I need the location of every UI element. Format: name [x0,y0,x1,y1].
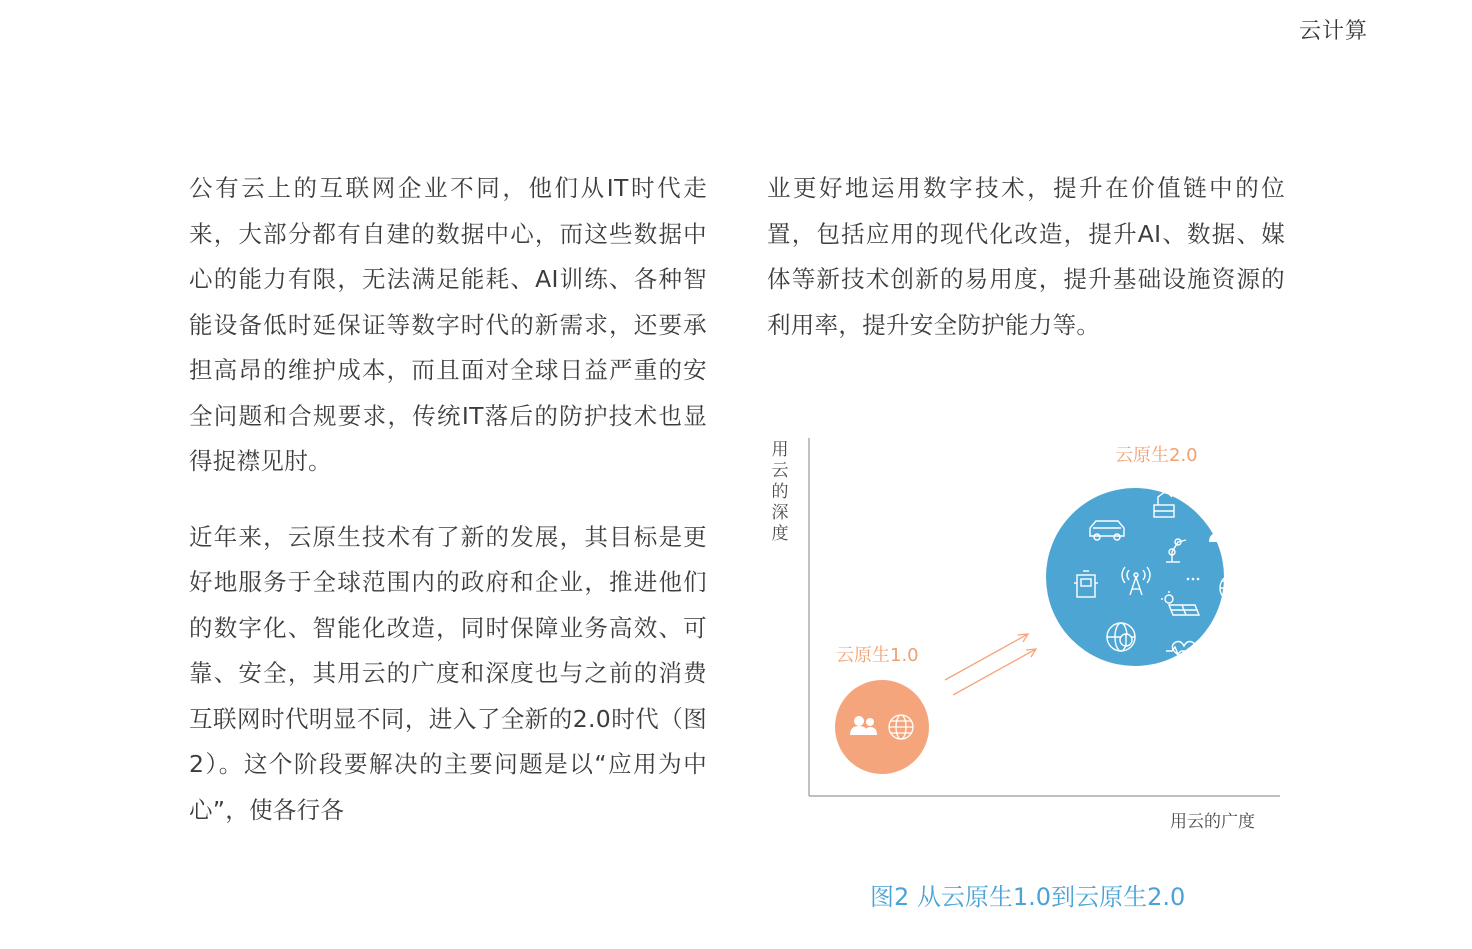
cloud-native-1-circle [835,680,929,774]
more-dots-icon [1187,578,1200,581]
globe-www-icon [1220,574,1248,602]
cloud-native-1-label: 云原生1.0 [836,645,919,666]
figure-caption: 图2 从云原生1.0到云原生2.0 [870,883,1186,911]
right-column [767,166,1285,348]
paragraph: 近年来，云原生技术有了新的发展，其目标是更好地服务于全球范围内的政府和企业，推进他们的数字化、智能化改造，同时保障业务高效、可靠、安全，其用云的广度和深度也与之前的消费互联网时代明显不同，进入了全新的2.0时代（图2）。这个阶段要解决的主要问题是以“应用为中心”，使各行各 [189,522,707,824]
y-axis-label: 用云的深度 [771,440,789,544]
header-title: 云计算 [1298,19,1368,44]
figure-graphic [760,430,1300,850]
x-axis-label: 用云的广度 [1170,812,1255,832]
users-icon [1209,523,1236,542]
paragraph: 业更好地运用数字技术，提升在价值链中的位置，包括应用的现代化改造，提升AI、数据、媒体等新技术创新的易用度，提升基础设施资源的利用率，提升安全防护能力等。 [767,174,1285,339]
transition-arrows [945,634,1036,695]
cloud-native-2-label: 云原生2.0 [1115,445,1198,466]
paragraph: 公有云上的互联网企业不同，他们从IT时代走来，大部分都有自建的数据中心，而这些数据中心的能力有限，无法满足能耗、AI训练、各种智能设备低时延保证等数字时代的新需求，还要承担高昂的维护成本，而且面对全球日益严重的安全问题和合规要求，传统IT落后的防护技术也显得捉襟见肘。 [189,174,707,475]
left-column [189,166,707,833]
figure-cloud-native [760,430,1300,850]
